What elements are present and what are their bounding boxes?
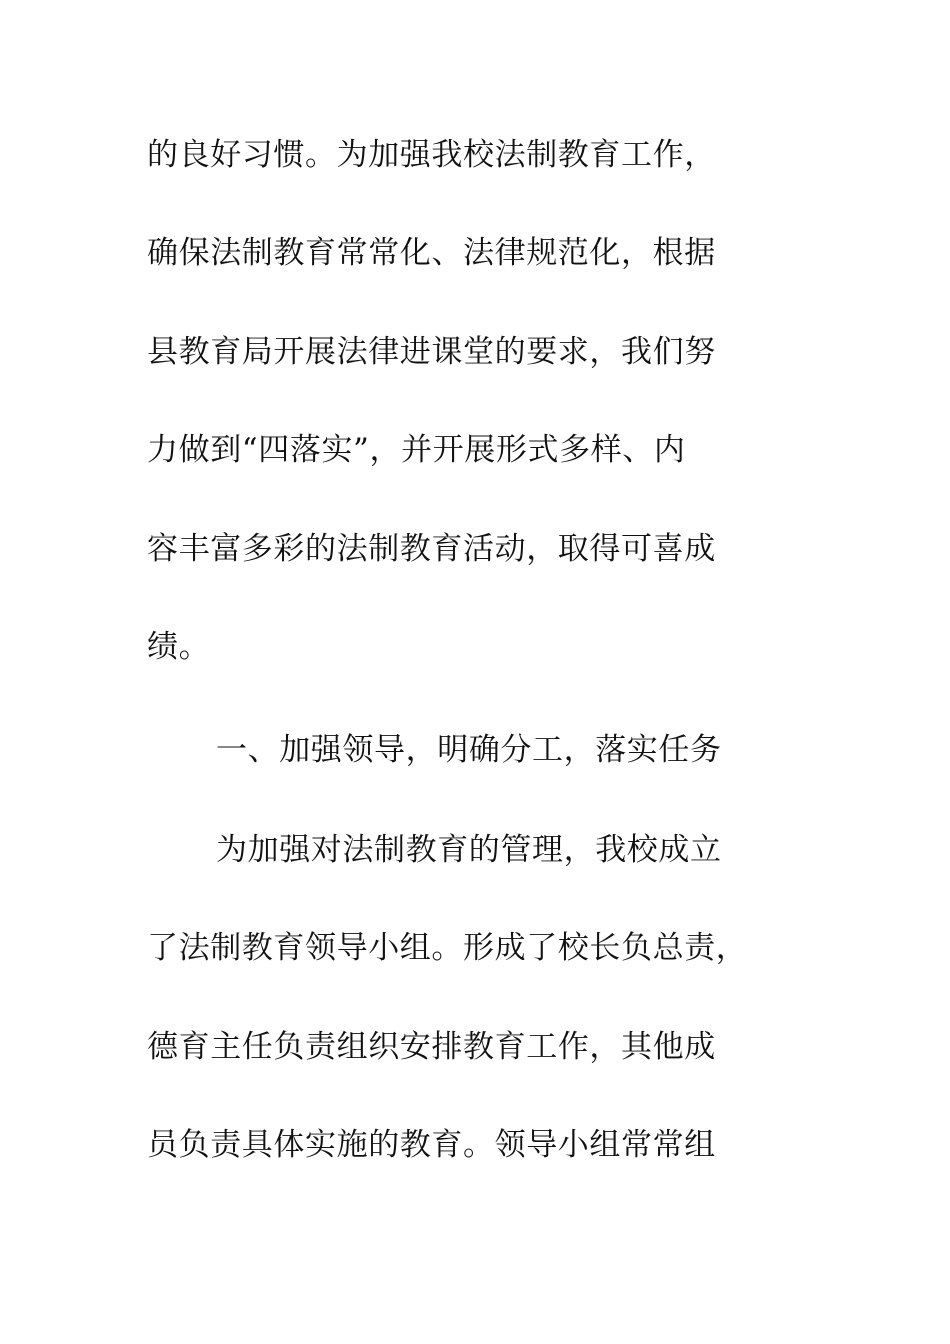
text-line-1: 的良好习惯。为加强我校法制教育工作， — [147, 137, 716, 173]
text-line-2: 确保法制教育常常化、法律规范化，根据 — [147, 235, 716, 271]
text-line-5: 容丰富多彩的法制教育活动，取得可喜成 — [147, 531, 716, 567]
section-heading: 一、加强领导，明确分工，落实任务 — [216, 732, 722, 768]
text-line-8: 为加强对法制教育的管理，我校成立 — [216, 832, 722, 868]
text-line-4: 力做到“四落实”，并开展形式多样、内 — [147, 432, 686, 468]
text-line-10: 德育主任负责组织安排教育工作，其他成 — [147, 1029, 716, 1065]
text-line-11: 员负责具体实施的教育。领导小组常常组 — [147, 1127, 716, 1163]
text-line-9: 了法制教育领导小组。形成了校长负总责， — [147, 930, 748, 966]
text-line-3: 县教育局开展法律进课堂的要求，我们努 — [147, 334, 716, 370]
text-line-6: 绩。 — [147, 629, 211, 665]
